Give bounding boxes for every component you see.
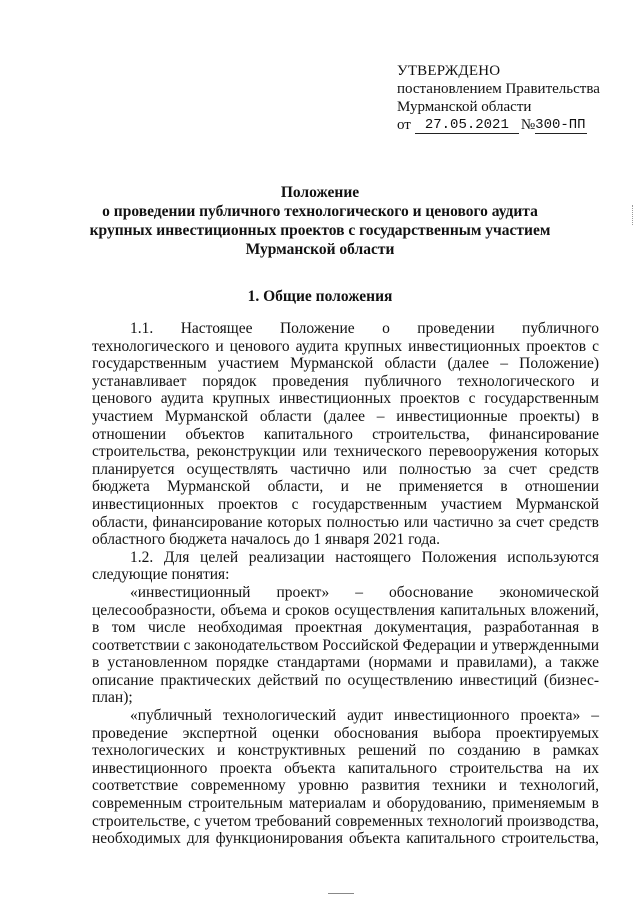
approval-line-2: Мурманской области [397, 99, 532, 115]
title-line: о проведении публичного технологического и ценового аудита [102, 203, 538, 220]
approval-stamp [397, 62, 600, 134]
scan-edge-mark [632, 205, 636, 225]
document-body [92, 320, 599, 848]
paragraph: 1.2. Для целей реализации настоящего Положения используются следующие понятия: [92, 548, 599, 584]
section-heading: 1. Общие положения [247, 288, 393, 305]
document-title [60, 183, 580, 259]
approval-line-1: постановлением Правительства [397, 81, 600, 97]
paragraph: «публичный технологический аудит инвестиционного проекта» – проведение экспертной оценки обоснования выбора проектируемых технологических и конструктивных решений по созданию в рамках инвестиционного проекта объекта капитального строительства на их соответствие современному уровню развития техники и технологий, современным строительным материалам и оборудованию, применяемым в строительстве, с учетом требований современных технологий производства, необходимых для функционирования объекта капитального строительства, [92, 707, 599, 848]
approval-title: УТВЕРЖДЕНО [397, 63, 501, 79]
approval-number: 300-ПП [535, 117, 586, 133]
approval-date-line [397, 116, 600, 134]
paragraph: 1.1. Настоящее Положение о проведении публичного технологического и ценового аудита крупных инвестиционных проектов с государственным участием Мурманской области (далее – Положение) устанавливает порядок проведения публичного технологического и ценового аудита крупных инвестиционных проектов с государственным участием Мурманской области (далее – инвестиционные проекты) в отношении объектов капитального строительства, финансирование строительства, реконструкции или технического перевооружения которых планируется осуществлять частично или полностью за счет средств бюджета Мурманской области, и не применяется в отношении инвестиционных проектов с государственным участием Мурманской области, финансирование которых полностью или частично за счет средств областного бюджета началось до 1 января 2021 года. [92, 320, 599, 549]
approval-date: 27.05.2021 [415, 117, 519, 134]
paragraph: «инвестиционный проект» – обоснование экономической целесообразности, объема и сроков осуществления капитальных вложений, в том числе необходимая проектная документация, разработанная в соответствии с законодательством Российской Федерации и утвержденными в установленном порядке стандартами (нормами и правилами), а также описание практических действий по осуществлению инвестиций (бизнес-план); [92, 583, 599, 707]
title-line: Положение [280, 184, 360, 201]
date-prefix: от [397, 117, 411, 133]
number-sign: № [520, 117, 536, 133]
scan-bottom-mark [328, 893, 354, 894]
title-line: Мурманской области [245, 241, 395, 258]
title-line: крупных инвестиционных проектов с государственным участием [89, 222, 551, 239]
